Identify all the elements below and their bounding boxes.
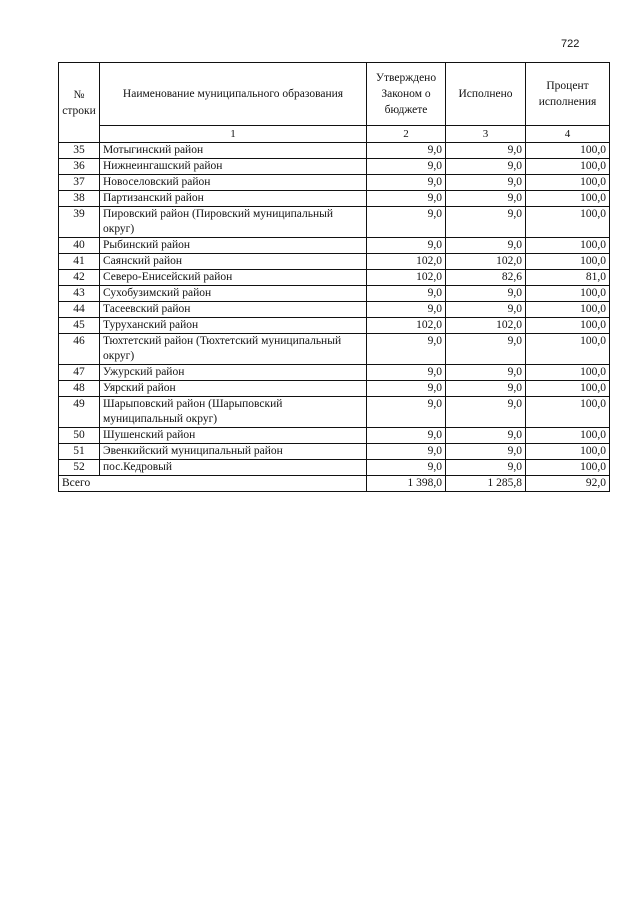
approved-value: 9,0: [367, 207, 446, 238]
percent-value: 100,0: [526, 207, 610, 238]
percent-value: 100,0: [526, 302, 610, 318]
executed-value: 102,0: [446, 318, 526, 334]
municipality-name: Саянский район: [100, 254, 367, 270]
executed-value: 9,0: [446, 159, 526, 175]
row-number: 50: [59, 428, 100, 444]
percent-value: 100,0: [526, 318, 610, 334]
row-number: 36: [59, 159, 100, 175]
total-row: [59, 476, 610, 492]
column-index-1: 1: [100, 126, 367, 143]
executed-value: 9,0: [446, 460, 526, 476]
table-row: [59, 444, 610, 460]
row-number: 51: [59, 444, 100, 460]
municipality-name: Уярский район: [100, 381, 367, 397]
percent-value: 100,0: [526, 143, 610, 159]
table-row: [59, 460, 610, 476]
row-number: 38: [59, 191, 100, 207]
approved-value: 102,0: [367, 270, 446, 286]
budget-table: [58, 62, 610, 492]
row-number: 46: [59, 334, 100, 365]
table-body: [59, 143, 610, 492]
table-row: [59, 254, 610, 270]
executed-value: 9,0: [446, 175, 526, 191]
executed-value: 9,0: [446, 207, 526, 238]
municipality-name: Эвенкийский муниципальный район: [100, 444, 367, 460]
total-executed: 1 285,8: [446, 476, 526, 492]
table-row: [59, 143, 610, 159]
municipality-name: Нижнеингашский район: [100, 159, 367, 175]
municipality-name: Новоселовский район: [100, 175, 367, 191]
percent-value: 81,0: [526, 270, 610, 286]
municipality-name: Северо-Енисейский район: [100, 270, 367, 286]
percent-value: 100,0: [526, 159, 610, 175]
municipality-name: Пировский район (Пировский муниципальный округ): [100, 207, 367, 238]
row-number: 40: [59, 238, 100, 254]
executed-value: 9,0: [446, 381, 526, 397]
approved-value: 9,0: [367, 428, 446, 444]
row-number: 45: [59, 318, 100, 334]
table-row: [59, 318, 610, 334]
executed-value: 82,6: [446, 270, 526, 286]
percent-value: 100,0: [526, 334, 610, 365]
municipality-name: Ужурский район: [100, 365, 367, 381]
table-row: [59, 302, 610, 318]
approved-value: 9,0: [367, 286, 446, 302]
executed-value: 9,0: [446, 397, 526, 428]
table-row: [59, 334, 610, 365]
executed-value: 9,0: [446, 334, 526, 365]
percent-value: 100,0: [526, 381, 610, 397]
municipality-name: Тасеевский район: [100, 302, 367, 318]
table-row: [59, 159, 610, 175]
column-index-3: 3: [446, 126, 526, 143]
row-number: 37: [59, 175, 100, 191]
percent-value: 100,0: [526, 397, 610, 428]
municipality-name: Партизанский район: [100, 191, 367, 207]
approved-value: 9,0: [367, 191, 446, 207]
header-row-number: № строки: [59, 63, 100, 143]
row-number: 52: [59, 460, 100, 476]
total-approved: 1 398,0: [367, 476, 446, 492]
header-executed: Исполнено: [446, 63, 526, 126]
approved-value: 9,0: [367, 381, 446, 397]
municipality-name: Рыбинский район: [100, 238, 367, 254]
table-row: [59, 286, 610, 302]
executed-value: 9,0: [446, 191, 526, 207]
percent-value: 100,0: [526, 191, 610, 207]
column-index-row: [59, 126, 610, 143]
approved-value: 102,0: [367, 254, 446, 270]
municipality-name: Мотыгинский район: [100, 143, 367, 159]
percent-value: 100,0: [526, 286, 610, 302]
approved-value: 9,0: [367, 397, 446, 428]
approved-value: 9,0: [367, 175, 446, 191]
executed-value: 9,0: [446, 428, 526, 444]
approved-value: 102,0: [367, 318, 446, 334]
row-number: 35: [59, 143, 100, 159]
row-number: 41: [59, 254, 100, 270]
row-number: 49: [59, 397, 100, 428]
municipality-name: Тюхтетский район (Тюхтетский муниципальный округ): [100, 334, 367, 365]
executed-value: 9,0: [446, 286, 526, 302]
table-row: [59, 191, 610, 207]
row-number: 47: [59, 365, 100, 381]
executed-value: 9,0: [446, 302, 526, 318]
approved-value: 9,0: [367, 334, 446, 365]
executed-value: 9,0: [446, 143, 526, 159]
percent-value: 100,0: [526, 254, 610, 270]
percent-value: 100,0: [526, 428, 610, 444]
table-row: [59, 365, 610, 381]
row-number: 44: [59, 302, 100, 318]
total-percent: 92,0: [526, 476, 610, 492]
header-approved: Утверждено Законом о бюджете: [367, 63, 446, 126]
municipality-name: пос.Кедровый: [100, 460, 367, 476]
percent-value: 100,0: [526, 444, 610, 460]
row-number: 39: [59, 207, 100, 238]
table-row: [59, 207, 610, 238]
executed-value: 9,0: [446, 365, 526, 381]
percent-value: 100,0: [526, 365, 610, 381]
approved-value: 9,0: [367, 159, 446, 175]
page-number: 722: [561, 38, 580, 50]
municipality-name: Туруханский район: [100, 318, 367, 334]
executed-value: 102,0: [446, 254, 526, 270]
table-row: [59, 381, 610, 397]
municipality-name: Шарыповский район (Шарыповский муниципальный округ): [100, 397, 367, 428]
executed-value: 9,0: [446, 238, 526, 254]
column-index-2: 2: [367, 126, 446, 143]
percent-value: 100,0: [526, 238, 610, 254]
table-row: [59, 397, 610, 428]
approved-value: 9,0: [367, 365, 446, 381]
row-number: 48: [59, 381, 100, 397]
column-index-4: 4: [526, 126, 610, 143]
municipality-name: Шушенский район: [100, 428, 367, 444]
row-number: 42: [59, 270, 100, 286]
table-row: [59, 175, 610, 191]
table-row: [59, 238, 610, 254]
approved-value: 9,0: [367, 302, 446, 318]
table-row: [59, 428, 610, 444]
total-label: Всего: [59, 476, 367, 492]
table-header-row: [59, 63, 610, 126]
municipality-name: Сухобузимский район: [100, 286, 367, 302]
approved-value: 9,0: [367, 460, 446, 476]
approved-value: 9,0: [367, 238, 446, 254]
percent-value: 100,0: [526, 175, 610, 191]
header-percent: Процент исполнения: [526, 63, 610, 126]
row-number: 43: [59, 286, 100, 302]
header-municipality-name: Наименование муниципального образования: [100, 63, 367, 126]
approved-value: 9,0: [367, 143, 446, 159]
approved-value: 9,0: [367, 444, 446, 460]
percent-value: 100,0: [526, 460, 610, 476]
executed-value: 9,0: [446, 444, 526, 460]
table-row: [59, 270, 610, 286]
